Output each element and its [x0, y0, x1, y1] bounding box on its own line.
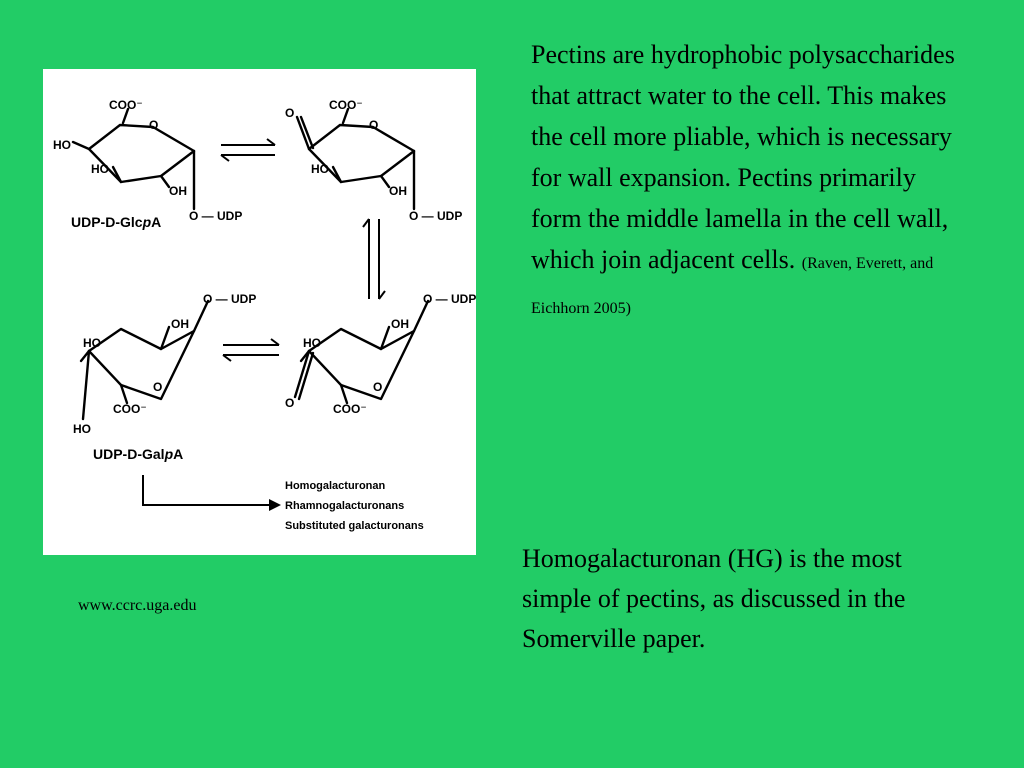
pectins-paragraph: Pectins are hydrophobic polysaccharides that attract water to the cell. This makes the cell more pliable, which is necessary for wall expansion. Pectins primarily form the middle lamella in the cell wall, which join adjacent cells. [531, 40, 955, 274]
label-coo: COO⁻ [333, 402, 367, 416]
label-ho: HO [53, 138, 71, 152]
homogalacturonan-description: Homogalacturonan (HG) is the most simple of pectins, as discussed in the Somerville paper. [522, 544, 906, 653]
molecule-udp-glcpa [53, 98, 242, 230]
product-homogalacturonan: Homogalacturonan [285, 480, 386, 492]
molecule-keto-glc [285, 98, 462, 223]
label-ho-2: HO [91, 162, 109, 176]
label-coo: COO⁻ [113, 402, 147, 416]
product-arrow [143, 475, 281, 511]
ring-bonds [89, 329, 194, 399]
label-ho-2: HO [73, 422, 91, 436]
label-ho: HO [311, 162, 329, 176]
equilibrium-arrows-top [221, 139, 275, 161]
ring-bonds [309, 329, 414, 399]
ho-bond-2 [83, 351, 89, 419]
label-keto-o: O [285, 396, 295, 410]
label-oh: OH [389, 184, 407, 198]
label-oh: OH [169, 184, 187, 198]
label-udp: O — UDP [203, 292, 257, 306]
label-udp: O — UDP [409, 209, 463, 223]
molecule-name-glcpa: UDP-D-GlcpA [71, 214, 162, 230]
label-oh: OH [391, 317, 409, 331]
molecule-udp-galpa [73, 292, 256, 462]
label-udp: O — UDP [189, 209, 243, 223]
oh-bond [161, 176, 169, 187]
label-ring-o: O [153, 380, 163, 394]
oh-bond [381, 176, 389, 187]
label-ho: HO [83, 336, 101, 350]
molecule-name-galpa: UDP-D-GalpA [93, 446, 184, 462]
label-coo: COO⁻ [109, 98, 143, 112]
molecule-keto-gal [285, 292, 476, 416]
label-udp: O — UDP [423, 292, 476, 306]
equilibrium-arrows-vertical [363, 219, 385, 299]
product-substituted-galacturonans: Substituted galacturonans [285, 520, 424, 532]
pectins-description [531, 34, 961, 329]
source-url: www.ccrc.uga.edu [78, 597, 197, 614]
label-ring-o: O [149, 118, 159, 132]
label-ring-o: O [369, 118, 379, 132]
ho-bond [73, 142, 89, 149]
label-ho: HO [303, 336, 321, 350]
equilibrium-arrows-bottom [223, 339, 279, 361]
pectins-citation: (Raven, Everett, and Eichhorn 2005) [531, 255, 934, 317]
pectin-biosynthesis-diagram [43, 69, 476, 555]
label-coo: COO⁻ [329, 98, 363, 112]
product-rhamnogalacturonans: Rhamnogalacturonans [285, 500, 405, 512]
label-ring-o: O [373, 380, 383, 394]
pathway-diagram-svg [43, 69, 476, 555]
label-keto-o: O [285, 106, 295, 120]
product-list [285, 480, 424, 532]
label-oh: OH [171, 317, 189, 331]
